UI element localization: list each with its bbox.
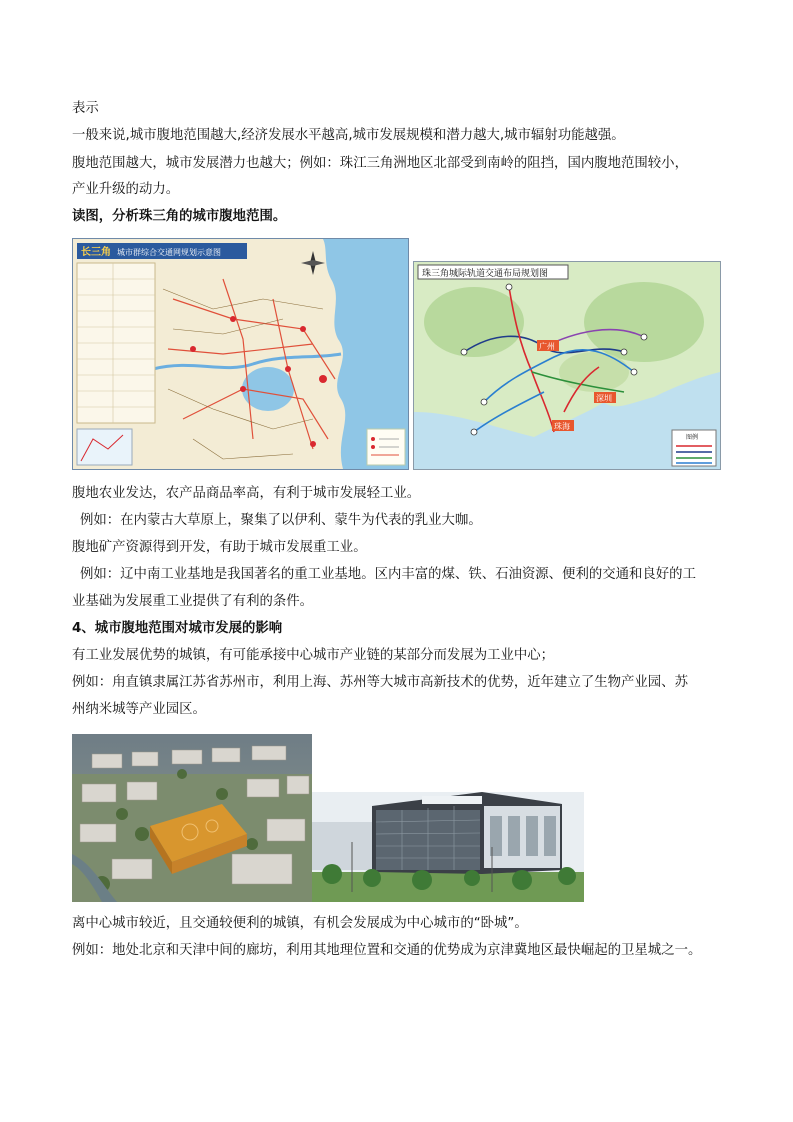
right-map-legend-title: 图例 (686, 434, 699, 441)
text-line-12: 有工业发展优势的城镇，有可能承接中心城市产业链的某部分而发展为工业中心； (72, 648, 555, 663)
text-line-2: 一般来说,城市腹地范围越大,经济发展水平越高,城市发展规模和潜力越大,城市辐射功能越强。 (72, 128, 625, 143)
text-line-13: 例如：甪直镇隶属江苏省苏州市，利用上海、苏州等大城市高新技术的优势，近年建立了生物产业园、苏 (72, 675, 688, 690)
text-line-4: 产业升级的动力。 (72, 182, 180, 197)
text-line-3: 腹地范围越大，城市发展潜力也越大；例如：珠江三角洲地区北部受到南岭的阻挡，国内腹地范围较小， (72, 156, 688, 171)
text-line-16: 例如：地处北京和天津中间的廊坊，利用其地理位置和交通的优势成为京津冀地区最快崛起的卫星城之一。 (72, 943, 702, 958)
section-heading-4: 4、城市腹地范围对城市发展的影响 (72, 621, 283, 636)
text-line-7: 例如：在内蒙古大草原上，聚集了以伊利、蒙牛为代表的乳业大咖。 (80, 513, 482, 528)
right-map-title: 珠三角城际轨道交通布局规划图 (422, 269, 549, 279)
left-map-brand: 长三角 (81, 247, 111, 258)
text-line-6: 腹地农业发达，农产品商品率高，有利于城市发展轻工业。 (72, 486, 421, 501)
text-line-14: 州纳米城等产业园区。 (72, 702, 206, 717)
text-line-9: 例如：辽中南工业基地是我国著名的重工业基地。区内丰富的煤、铁、石油资源、便利的交通和良好的工 (80, 567, 696, 582)
city-shenzhen: 深圳 (596, 394, 612, 403)
modern-building-photo (312, 792, 584, 902)
text-line-15: 离中心城市较近，且交通较便利的城镇，有机会发展成为中心城市的“卧城”。 (72, 916, 528, 931)
text-line-8: 腹地矿产资源得到开发，有助于城市发展重工业。 (72, 540, 367, 555)
industrial-park-aerial-photo (72, 734, 312, 902)
city-guangzhou: 广州 (539, 342, 555, 351)
city-zhuhai: 珠海 (554, 422, 570, 431)
yangtze-delta-map (72, 238, 409, 470)
text-line-1: 表示 (72, 101, 99, 116)
question-heading: 读图，分析珠三角的城市腹地范围。 (72, 209, 287, 224)
left-map-title: 城市群综合交通网规划示意图 (117, 248, 221, 257)
text-line-10: 业基础为发展重工业提供了有利的条件。 (72, 594, 314, 609)
pearl-delta-map (413, 261, 721, 470)
